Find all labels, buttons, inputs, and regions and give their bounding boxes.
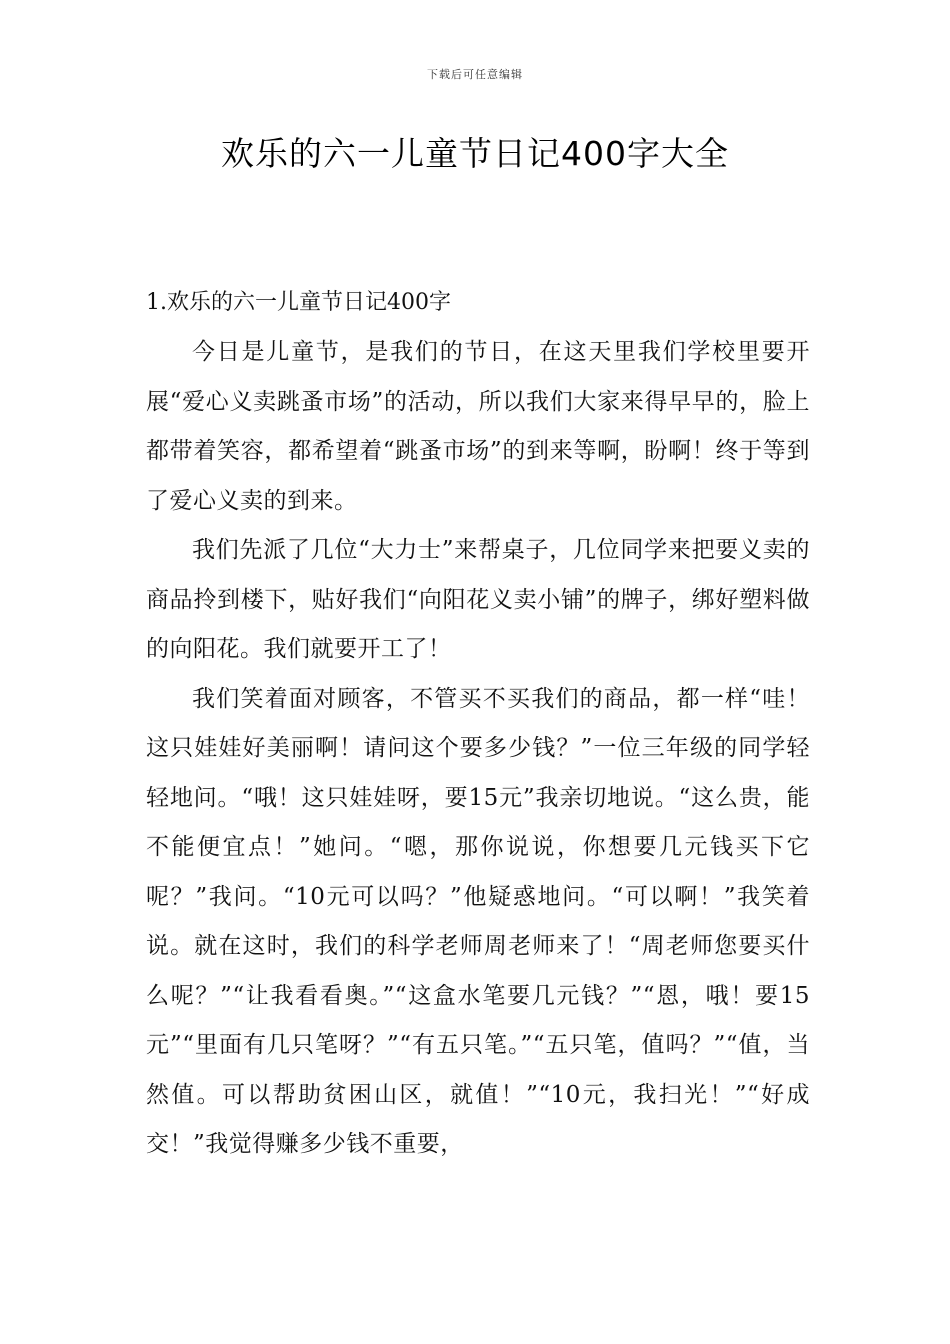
- header-note: 下载后可任意编辑: [427, 68, 523, 81]
- document-title: 欢乐的六一儿童节日记400字大全: [221, 134, 729, 173]
- paragraph: 我们先派了几位“大力士”来帮桌子，几位同学来把要义卖的商品拎到楼下，贴好我们“向阳花义卖小铺”的牌子，绑好塑料做的向阳花。我们就要开工了！: [146, 537, 810, 662]
- document-body: [146, 278, 810, 1170]
- paragraph: 我们笑着面对顾客，不管买不买我们的商品，都一样“哇！这只娃娃好美丽啊！请问这个要多少钱？”一位三年级的同学轻轻地问。“哦！这只娃娃呀，要15元”我亲切地说。“这么贵，能不能便宜点！”她问。“嗯，那你说说，你想要几元钱买下它呢？”我问。“10元可以吗？”他疑惑地问。“可以啊！”我笑着说。就在这时，我们的科学老师周老师来了！“周老师您要买什么呢？”“让我看看奥。”“这盒水笔要几元钱？”“恩，哦！要15元”“里面有几只笔呀？”“有五只笔。”“五只笔，值吗？”“值，当然值。可以帮助贫困山区，就值！”“10元，我扫光！”“好成交！”我觉得赚多少钱不重要，: [146, 685, 810, 1157]
- section-heading: 1.欢乐的六一儿童节日记400字: [146, 290, 451, 315]
- paragraph: 今日是儿童节，是我们的节日，在这天里我们学校里要开展“爱心义卖跳蚤市场”的活动，所以我们大家来得早早的，脸上都带着笑容，都希望着“跳蚤市场”的到来等啊，盼啊！终于等到了爱心义卖的到来。: [146, 339, 810, 514]
